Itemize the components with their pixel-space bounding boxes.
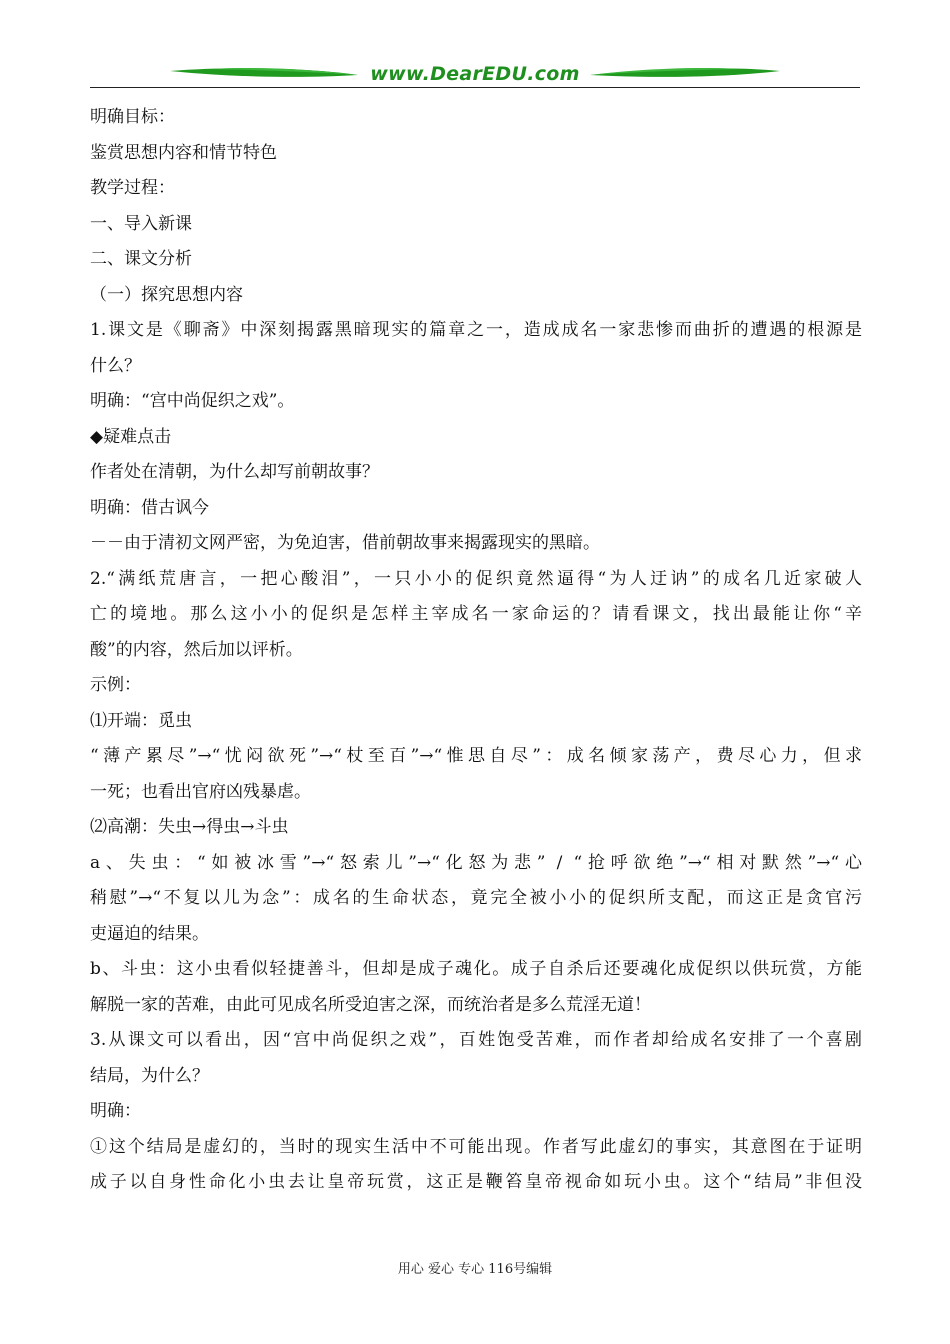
text-line: ⑴开端：觅虫 [90, 710, 192, 731]
text-line: 明确： [90, 1101, 141, 1121]
text-line: 成子以自身性命化小虫去让皇帝玩赏，这正是鞭笞皇帝视命如玩小虫。这个“结局”非但没 [90, 1172, 862, 1192]
text-line: 稍慰”→“不复以儿为念”：成名的生命状态，竟完全被小小的促织所支配，而这正是贪官污 [90, 888, 862, 908]
text-line: 什么？ [90, 355, 141, 376]
text-line: 一死；也看出官府凶残暴虐。 [90, 781, 311, 802]
text-line: （一）探究思想内容 [90, 284, 243, 305]
text-line: 结局，为什么？ [90, 1065, 209, 1086]
text-line: －－由于清初文网严密，为免迫害，借前朝故事来揭露现实的黑暗。 [90, 533, 600, 553]
text-line: a、失虫：“如被冰雪”→“怒索儿”→“化怒为悲” / “抢呼欲绝”→“相对默然”→“心 [90, 852, 862, 873]
text-line: 2.“满纸荒唐言，一把心酸泪”，一只小小的促织竟然逼得“为人迂讷”的成名几近家破人 [90, 568, 862, 589]
text-line: 一、导入新课 [90, 213, 192, 234]
text-line: 作者处在清朝，为什么却写前朝故事？ [90, 462, 379, 482]
text-line: 明确：“宫中尚促织之戏”。 [90, 391, 295, 411]
text-line: 二、课文分析 [90, 249, 192, 269]
text-line: “薄产累尽”→“忧闷欲死”→“杖至百”→“惟思自尽”：成名倾家荡产，费尽心力，但求 [90, 746, 862, 766]
text-line: 解脱一家的苦难，由此可见成名所受迫害之深，而统治者是多么荒淫无道！ [90, 994, 651, 1015]
text-line: 鉴赏思想内容和情节特色 [90, 142, 277, 163]
site-logo-text: www.DearEDU.com [370, 63, 580, 85]
text-line: 教学过程： [90, 178, 175, 198]
text-line: 明确目标： [90, 107, 175, 127]
text-line: b、斗虫：这小虫看似轻捷善斗，但却是成子魂化。成子自杀后还要魂化成促织以供玩赏，方能 [90, 959, 862, 979]
text-line: 吏逼迫的结果。 [90, 923, 209, 944]
text-line: ⑵高潮：失虫→得虫→斗虫 [90, 817, 289, 837]
text-line: 亡的境地。那么这小小的促织是怎样主宰成名一家命运的？请看课文，找出最能让你“辛 [90, 604, 862, 624]
site-header [90, 58, 860, 92]
text-line: 1.课文是《聊斋》中深刻揭露黑暗现实的篇章之一，造成成名一家悲惨而曲折的遭遇的根源是 [90, 320, 862, 340]
text-line: ◆疑难点击 [90, 426, 172, 447]
text-line: 明确：借古讽今 [90, 497, 209, 518]
text-line: 示例： [90, 675, 141, 695]
text-line: ①这个结局是虚幻的，当时的现实生活中不可能出现。作者写此虚幻的事实，其意图在于证明 [90, 1136, 862, 1157]
header-divider [90, 87, 860, 88]
page-footer: 用心 爱心 专心 116号编辑 [397, 1262, 553, 1277]
document-body [90, 100, 862, 1201]
text-line: 3.从课文可以看出，因“宫中尚促织之戏”，百姓饱受苦难，而作者却给成名安排了一个喜剧 [90, 1030, 862, 1050]
text-line: 酸”的内容，然后加以评析。 [90, 639, 303, 660]
